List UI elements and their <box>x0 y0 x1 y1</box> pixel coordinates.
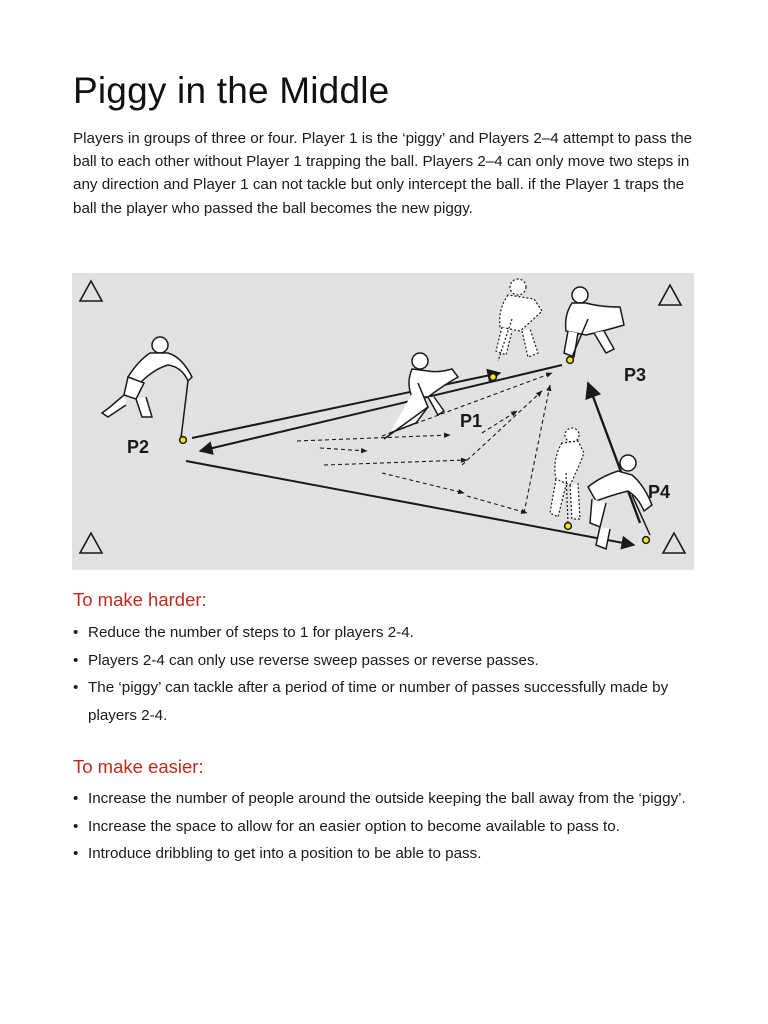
player-p3-ghost-figure <box>496 279 542 361</box>
list-item-text: Introduce dribbling to get into a position to be able to pass. <box>88 845 482 862</box>
player-p4-ghost-figure <box>550 428 584 523</box>
list-item-text: Players 2-4 can only use reverse sweep passes or reverse passes. <box>88 651 539 669</box>
drill-diagram-svg <box>72 273 694 570</box>
cone-icon <box>663 533 685 553</box>
cone-icon <box>80 533 102 553</box>
page-title: Piggy in the Middle <box>73 70 390 111</box>
bullet-icon: • <box>73 679 79 696</box>
label-p3: P3 <box>624 365 647 385</box>
label-p2: P2 <box>127 437 150 457</box>
easier-list <box>73 785 703 868</box>
list-item-text: Increase the number of people around the outside keeping the ball away from the ‘piggy’. <box>88 790 686 807</box>
list-item <box>73 785 703 813</box>
bullet-icon: • <box>73 817 79 835</box>
bullet-icon: • <box>73 651 79 669</box>
intro-paragraph: Players in groups of three or four. Player 1 is the ‘piggy’ and Players 2–4 attempt to pass the ball to each other without Player 1 trapping the ball. Players 2–4 can only move two steps in any direction and Player 1 can not tackle but only intercept the ball. if the Player 1 traps the ball the player who passed the ball becomes the new piggy. <box>73 130 693 217</box>
bullet-icon: • <box>73 845 79 862</box>
player-p2-figure <box>102 337 192 443</box>
list-item-text: Increase the space to allow for an easier option to become available to pass to. <box>88 817 620 835</box>
bullet-icon: • <box>73 624 79 641</box>
list-item <box>73 840 703 868</box>
drill-diagram <box>72 273 694 570</box>
easier-heading: To make easier: <box>73 756 204 777</box>
list-item <box>73 813 703 841</box>
list-item-text: The ‘piggy’ can tackle after a period of time or number of passes successfully made by players 2-4. <box>88 679 669 724</box>
cone-icon <box>659 285 681 305</box>
list-item-text: Reduce the number of steps to 1 for players 2-4. <box>88 624 414 641</box>
list-item <box>73 647 703 675</box>
cone-icon <box>80 281 102 301</box>
label-p1: P1 <box>460 411 483 431</box>
list-item <box>73 674 703 729</box>
bullet-icon: • <box>73 790 79 807</box>
harder-list <box>73 619 703 729</box>
label-p4: P4 <box>648 482 671 502</box>
list-item <box>73 619 703 647</box>
harder-heading: To make harder: <box>73 589 207 610</box>
pass-line-p2-p3 <box>192 373 500 438</box>
